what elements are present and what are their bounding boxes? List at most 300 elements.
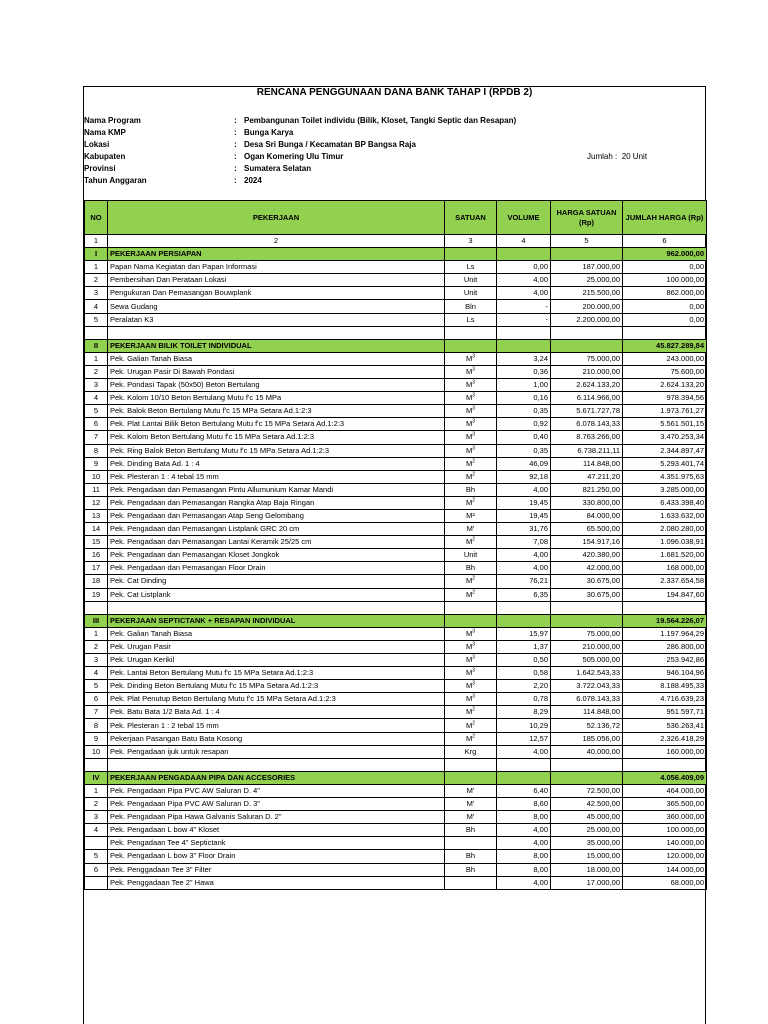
section-number: III [85, 614, 108, 627]
row-number: 4 [85, 824, 108, 837]
table-row [85, 549, 707, 562]
satuan-exponent: 3 [472, 680, 476, 687]
satuan-unit: M [465, 419, 473, 429]
row-volume: 31,76 [497, 523, 551, 536]
satuan-unit: Bh [465, 864, 476, 874]
row-harga-satuan: 75.000,00 [551, 352, 623, 365]
row-item: Pek. Urugan Pasir [108, 640, 445, 653]
row-satuan [445, 784, 497, 797]
table-row [85, 405, 707, 418]
satuan-unit: Ls [466, 262, 475, 272]
row-satuan [445, 667, 497, 680]
row-volume: 0,35 [497, 444, 551, 457]
section-number: I [85, 248, 108, 261]
row-harga-satuan: 65.500,00 [551, 523, 623, 536]
satuan-unit: M' [466, 799, 475, 809]
row-volume: 0,00 [497, 261, 551, 274]
table-row [85, 654, 707, 667]
row-number: 18 [85, 575, 108, 588]
satuan-unit: M [465, 366, 473, 376]
row-volume: 12,57 [497, 732, 551, 745]
row-jumlah-harga: 360.000,00 [623, 811, 707, 824]
satuan-exponent: 3 [472, 667, 476, 674]
spacer-row [85, 326, 707, 339]
row-harga-satuan: 6.738.211,11 [551, 444, 623, 457]
row-number: 1 [85, 784, 108, 797]
row-volume: 8,00 [497, 863, 551, 876]
row-harga-satuan: 5.671.727,78 [551, 405, 623, 418]
row-harga-satuan: 45.000,00 [551, 811, 623, 824]
row-item: Pek. Batu Bata 1/2 Bata Ad. 1 : 4 [108, 706, 445, 719]
empty-cell [85, 326, 108, 339]
row-item: Pek. Dinding Bata Ad. 1 : 4 [108, 457, 445, 470]
row-jumlah-harga: 100.000,00 [623, 824, 707, 837]
empty-cell [551, 248, 623, 261]
table-row [85, 536, 707, 549]
row-item: Pek. Penggadaan Tee 2" Hawa [108, 876, 445, 889]
column-number: 5 [551, 235, 623, 248]
row-jumlah-harga: 2.326.418,29 [623, 732, 707, 745]
row-satuan [445, 379, 497, 392]
empty-cell [551, 601, 623, 614]
row-number: 10 [85, 470, 108, 483]
table-row [85, 693, 707, 706]
row-number: 4 [85, 667, 108, 680]
table-row [85, 444, 707, 457]
table-row [85, 588, 707, 601]
section-row [85, 614, 707, 627]
section-total: 962.000,00 [623, 248, 707, 261]
row-harga-satuan: 35.000,00 [551, 837, 623, 850]
row-number: 14 [85, 523, 108, 536]
row-jumlah-harga: 0,00 [623, 300, 707, 313]
row-item: Pek. Pengadaan dan Pemasangan Listplank GRC 20 cm [108, 523, 445, 536]
row-item: Pek. Plat Lantai Bilik Beton Bertulang Mutu f'c 15 MPa Setara Ad.1:2:3 [108, 418, 445, 431]
row-harga-satuan: 114.848,00 [551, 457, 623, 470]
jumlah-unit [587, 151, 647, 163]
row-volume: 1,00 [497, 379, 551, 392]
row-satuan [445, 287, 497, 300]
row-item: Pek. Pengadaan Tee 4" Septictank [108, 837, 445, 850]
document-title: RENCANA PENGGUNAAN DANA BANK TAHAP I (RPDB 2) [256, 87, 533, 98]
row-number: 13 [85, 509, 108, 522]
row-item: Pek. Urugan Kerikil [108, 654, 445, 667]
row-satuan [445, 654, 497, 667]
empty-cell [551, 771, 623, 784]
info-colon: : [234, 128, 237, 137]
row-item: Papan Nama Kegiatan dan Papan Informasi [108, 261, 445, 274]
row-jumlah-harga: 946.104,96 [623, 667, 707, 680]
row-item: Pek. Cat Dinding [108, 575, 445, 588]
info-colon: : [234, 176, 237, 185]
satuan-exponent: 2 [472, 471, 476, 478]
row-item: Pek. Balok Beton Bertulang Mutu f'c 15 MPa Setara Ad.1:2:3 [108, 405, 445, 418]
row-harga-satuan: 25.000,00 [551, 824, 623, 837]
row-number: 5 [85, 405, 108, 418]
row-item: Pengukuran Dan Pemasangan Bouwplank [108, 287, 445, 300]
table-row [85, 313, 707, 326]
column-number: 4 [497, 235, 551, 248]
row-satuan [445, 392, 497, 405]
empty-cell [445, 601, 497, 614]
row-item: Pekerjaan Pasangan Batu Bata Kosong [108, 732, 445, 745]
row-satuan [445, 863, 497, 876]
row-number: 1 [85, 261, 108, 274]
row-harga-satuan: 210.000,00 [551, 365, 623, 378]
satuan-unit: M [465, 393, 473, 403]
row-satuan [445, 313, 497, 326]
satuan-exponent: 2 [472, 589, 476, 596]
row-volume: - [497, 300, 551, 313]
section-row [85, 771, 707, 784]
row-jumlah-harga: 1.633.632,00 [623, 509, 707, 522]
row-harga-satuan: 42.500,00 [551, 798, 623, 811]
table-row [85, 562, 707, 575]
header-pekerjaan: PEKERJAAN [108, 201, 445, 235]
info-value: Desa Sri Bunga / Kecamatan BP Bangsa Raja [244, 140, 416, 149]
table-row [85, 352, 707, 365]
row-volume: 10,29 [497, 719, 551, 732]
empty-cell [108, 601, 445, 614]
satuan-unit: M [465, 353, 473, 363]
row-volume: 0,50 [497, 654, 551, 667]
row-harga-satuan: 72.500,00 [551, 784, 623, 797]
row-volume: 0,35 [497, 405, 551, 418]
row-number: 5 [85, 313, 108, 326]
satuan-unit: Unit [463, 288, 478, 298]
table-row [85, 837, 707, 850]
row-number: 3 [85, 811, 108, 824]
satuan-exponent: 3 [472, 366, 476, 373]
row-harga-satuan: 30.675,00 [551, 575, 623, 588]
row-jumlah-harga: 536.263,41 [623, 719, 707, 732]
table-row [85, 784, 707, 797]
row-volume: 92,18 [497, 470, 551, 483]
row-satuan [445, 706, 497, 719]
row-harga-satuan: 200.000,00 [551, 300, 623, 313]
row-jumlah-harga: 243.000,00 [623, 352, 707, 365]
satuan-exponent: 3 [472, 379, 476, 386]
row-volume: 4,00 [497, 745, 551, 758]
row-item: Pek. Plat Penutup Beton Bertulang Mutu f'c 15 MPa Setara Ad.1:2:3 [108, 693, 445, 706]
satuan-unit: M [465, 720, 473, 730]
empty-cell [85, 601, 108, 614]
row-harga-satuan: 210.000,00 [551, 640, 623, 653]
empty-cell [108, 758, 445, 771]
row-harga-satuan: 6.114.966,00 [551, 392, 623, 405]
row-volume: 8,00 [497, 850, 551, 863]
row-harga-satuan: 6.078.143,33 [551, 418, 623, 431]
row-harga-satuan: 40.000,00 [551, 745, 623, 758]
header-volume: VOLUME [497, 201, 551, 235]
table-row [85, 798, 707, 811]
header-satuan: SATUAN [445, 201, 497, 235]
row-volume: 4,00 [497, 483, 551, 496]
row-satuan [445, 457, 497, 470]
row-volume: 2,20 [497, 680, 551, 693]
satuan-unit: M [465, 628, 473, 638]
row-satuan [445, 824, 497, 837]
row-volume: 4,00 [497, 562, 551, 575]
satuan-unit: Bln [465, 301, 476, 311]
table-row [85, 575, 707, 588]
header-harga-satuan: HARGA SATUAN (Rp) [551, 201, 623, 235]
row-jumlah-harga: 3.285.000,00 [623, 483, 707, 496]
row-number: 3 [85, 379, 108, 392]
row-jumlah-harga: 2.337.654,58 [623, 575, 707, 588]
row-volume: 0,16 [497, 392, 551, 405]
table-row [85, 392, 707, 405]
table-row [85, 850, 707, 863]
section-total: 45.827.289,84 [623, 339, 707, 352]
row-jumlah-harga: 68.000,00 [623, 876, 707, 889]
row-jumlah-harga: 365.500,00 [623, 798, 707, 811]
satuan-unit: M [465, 694, 473, 704]
row-satuan [445, 536, 497, 549]
row-item: Sewa Gudang [108, 300, 445, 313]
row-item: Peralatan K3 [108, 313, 445, 326]
row-item: Pek. Penggadaan Tee 3" Filter [108, 863, 445, 876]
row-item: Pembersihan Dan Perataan Lokasi [108, 274, 445, 287]
table-row [85, 680, 707, 693]
row-item: Pek. Pondasi Tapak (50x50) Beton Bertulang [108, 379, 445, 392]
satuan-unit: M [465, 589, 473, 599]
satuan-unit: M [465, 497, 473, 507]
row-item: Pek. Pengadaan L bow 3" Floor Drain [108, 850, 445, 863]
row-satuan [445, 365, 497, 378]
row-number: 2 [85, 365, 108, 378]
row-volume: 4,00 [497, 837, 551, 850]
satuan-unit: M [465, 681, 473, 691]
row-harga-satuan: 821.250,00 [551, 483, 623, 496]
row-volume: 4,00 [497, 287, 551, 300]
row-number: 2 [85, 798, 108, 811]
empty-cell [445, 326, 497, 339]
section-name: PEKERJAAN PENGADAAN PIPA DAN ACCESORIES [108, 771, 445, 784]
row-harga-satuan: 2.200.000,00 [551, 313, 623, 326]
header-jumlah-harga: JUMLAH HARGA (Rp) [623, 201, 707, 235]
row-number: 2 [85, 274, 108, 287]
row-jumlah-harga: 2.344.897,47 [623, 444, 707, 457]
row-satuan [445, 523, 497, 536]
empty-cell [551, 614, 623, 627]
row-item: Pek. Pengadaan dan Pemasangan Rangka Atap Baja Ringan [108, 496, 445, 509]
table-row [85, 667, 707, 680]
row-jumlah-harga: 100.000,00 [623, 274, 707, 287]
row-number: 4 [85, 300, 108, 313]
row-jumlah-harga: 862.000,00 [623, 287, 707, 300]
table-row [85, 365, 707, 378]
row-jumlah-harga: 1.197.964,29 [623, 627, 707, 640]
satuan-unit: M [465, 655, 473, 665]
row-satuan [445, 444, 497, 457]
table-row [85, 824, 707, 837]
row-volume: 8,00 [497, 811, 551, 824]
row-satuan [445, 719, 497, 732]
row-number: 10 [85, 745, 108, 758]
row-satuan [445, 876, 497, 889]
table-row [85, 287, 707, 300]
row-harga-satuan: 215.500,00 [551, 287, 623, 300]
row-number: 17 [85, 562, 108, 575]
satuan-unit: M [465, 458, 473, 468]
table-row [85, 811, 707, 824]
section-name: PEKERJAAN PERSIAPAN [108, 248, 445, 261]
row-satuan [445, 352, 497, 365]
row-number: 9 [85, 457, 108, 470]
info-label: Tahun Anggaran [84, 176, 147, 185]
row-harga-satuan: 17.000,00 [551, 876, 623, 889]
row-satuan [445, 562, 497, 575]
row-jumlah-harga: 1.973.761,27 [623, 405, 707, 418]
row-number: 11 [85, 483, 108, 496]
spacer-row [85, 758, 707, 771]
row-satuan [445, 483, 497, 496]
section-row [85, 339, 707, 352]
row-item: Pek. Pengadaan dan Pemasangan Pintu Allumunium Kamar Mandi [108, 483, 445, 496]
satuan-unit: Unit [463, 275, 478, 285]
row-number: 3 [85, 287, 108, 300]
info-value: 2024 [244, 176, 262, 185]
empty-cell [551, 326, 623, 339]
row-number: 9 [85, 732, 108, 745]
satuan-unit: M [465, 733, 473, 743]
section-row [85, 248, 707, 261]
row-item: Pek. Pengadaan dan Pemasangan Kloset Jongkok [108, 549, 445, 562]
satuan-unit: Krg [464, 746, 477, 756]
row-satuan [445, 509, 497, 522]
row-number: 1 [85, 627, 108, 640]
row-volume: 4,00 [497, 824, 551, 837]
section-name: PEKERJAAN SEPTICTANK + RESAPAN INDIVIDUAL [108, 614, 445, 627]
row-number: 6 [85, 693, 108, 706]
row-satuan [445, 575, 497, 588]
row-number: 16 [85, 549, 108, 562]
satuan-exponent: 2 [472, 458, 476, 465]
satuan-exponent: 2 [472, 575, 476, 582]
satuan-unit: M [465, 445, 473, 455]
row-volume: 0,58 [497, 667, 551, 680]
row-item: Pek. Pengadaan dan Pemasangan Lantai Keramik 25/25 cm [108, 536, 445, 549]
row-item: Pek. Pengadaan ijuk untuk resapan [108, 745, 445, 758]
row-jumlah-harga: 4.716.639,23 [623, 693, 707, 706]
jumlah-value: 20 Unit [621, 152, 648, 161]
satuan-unit: M² [466, 511, 475, 521]
row-number [85, 876, 108, 889]
row-volume: 76,21 [497, 575, 551, 588]
row-harga-satuan: 30.675,00 [551, 588, 623, 601]
row-volume: 4,00 [497, 876, 551, 889]
table-row [85, 627, 707, 640]
satuan-exponent: 3 [472, 405, 476, 412]
satuan-unit: M' [466, 785, 475, 795]
empty-cell [497, 758, 551, 771]
table-row [85, 418, 707, 431]
spacer-row [85, 601, 707, 614]
satuan-exponent: 3 [472, 431, 476, 438]
row-jumlah-harga: 253.942,86 [623, 654, 707, 667]
row-harga-satuan: 15.000,00 [551, 850, 623, 863]
row-jumlah-harga: 286.800,00 [623, 640, 707, 653]
table-row [85, 431, 707, 444]
row-jumlah-harga: 140.000,00 [623, 837, 707, 850]
row-jumlah-harga: 5.561.501,15 [623, 418, 707, 431]
row-satuan [445, 745, 497, 758]
table-row [85, 261, 707, 274]
table-row [85, 509, 707, 522]
empty-cell [497, 326, 551, 339]
table-row [85, 523, 707, 536]
row-item: Pek. Pengadaan Pipa PVC AW Saluran D. 4" [108, 784, 445, 797]
row-harga-satuan: 42.000,00 [551, 562, 623, 575]
info-value: Ogan Komering Ulu Timur [244, 152, 344, 161]
header-no: NO [85, 201, 108, 235]
satuan-exponent: 3 [472, 628, 476, 635]
empty-cell [445, 248, 497, 261]
row-volume: 19,45 [497, 509, 551, 522]
empty-cell [445, 771, 497, 784]
row-satuan [445, 496, 497, 509]
row-satuan [445, 850, 497, 863]
table-row [85, 300, 707, 313]
row-jumlah-harga: 1.096.038,91 [623, 536, 707, 549]
column-number: 3 [445, 235, 497, 248]
rpdb-table [84, 200, 707, 890]
empty-cell [497, 614, 551, 627]
satuan-exponent: 3 [472, 693, 476, 700]
satuan-exponent: 3 [472, 392, 476, 399]
row-number: 19 [85, 588, 108, 601]
satuan-unit: M [465, 406, 473, 416]
row-satuan [445, 627, 497, 640]
table-row [85, 745, 707, 758]
satuan-exponent: 2 [472, 706, 476, 713]
row-harga-satuan: 154.917,16 [551, 536, 623, 549]
row-jumlah-harga: 3.470.253,34 [623, 431, 707, 444]
satuan-unit: M [465, 707, 473, 717]
row-satuan [445, 798, 497, 811]
row-item: Pek. Plesteran 1 : 4 tebal 15 mm [108, 470, 445, 483]
row-number: 5 [85, 680, 108, 693]
section-name: PEKERJAAN BILIK TOILET INDIVIDUAL [108, 339, 445, 352]
satuan-exponent: 2 [472, 536, 476, 543]
row-volume: 0,36 [497, 365, 551, 378]
row-item: Pek. Urugan Pasir Di Bawah Pondasi [108, 365, 445, 378]
row-satuan [445, 680, 497, 693]
satuan-exponent: 2 [472, 733, 476, 740]
table-row [85, 496, 707, 509]
row-satuan [445, 732, 497, 745]
row-item: Pek. Kolom Beton Bertulang Mutu f'c 15 MPa Setara Ad.1:2:3 [108, 431, 445, 444]
row-item: Pek. Pengadaan L bow 4" Kloset [108, 824, 445, 837]
row-volume: 1,37 [497, 640, 551, 653]
column-number: 6 [623, 235, 707, 248]
row-satuan [445, 811, 497, 824]
row-satuan [445, 274, 497, 287]
row-satuan [445, 261, 497, 274]
section-number: II [85, 339, 108, 352]
row-satuan [445, 693, 497, 706]
row-harga-satuan: 114.848,00 [551, 706, 623, 719]
row-number: 3 [85, 654, 108, 667]
satuan-exponent: 3 [472, 641, 476, 648]
column-number-row [85, 235, 707, 248]
info-label: Provinsi [84, 164, 116, 173]
row-harga-satuan: 2.624.133,20 [551, 379, 623, 392]
row-harga-satuan: 330.800,00 [551, 496, 623, 509]
row-jumlah-harga: 0,00 [623, 313, 707, 326]
row-volume: 6,40 [497, 784, 551, 797]
